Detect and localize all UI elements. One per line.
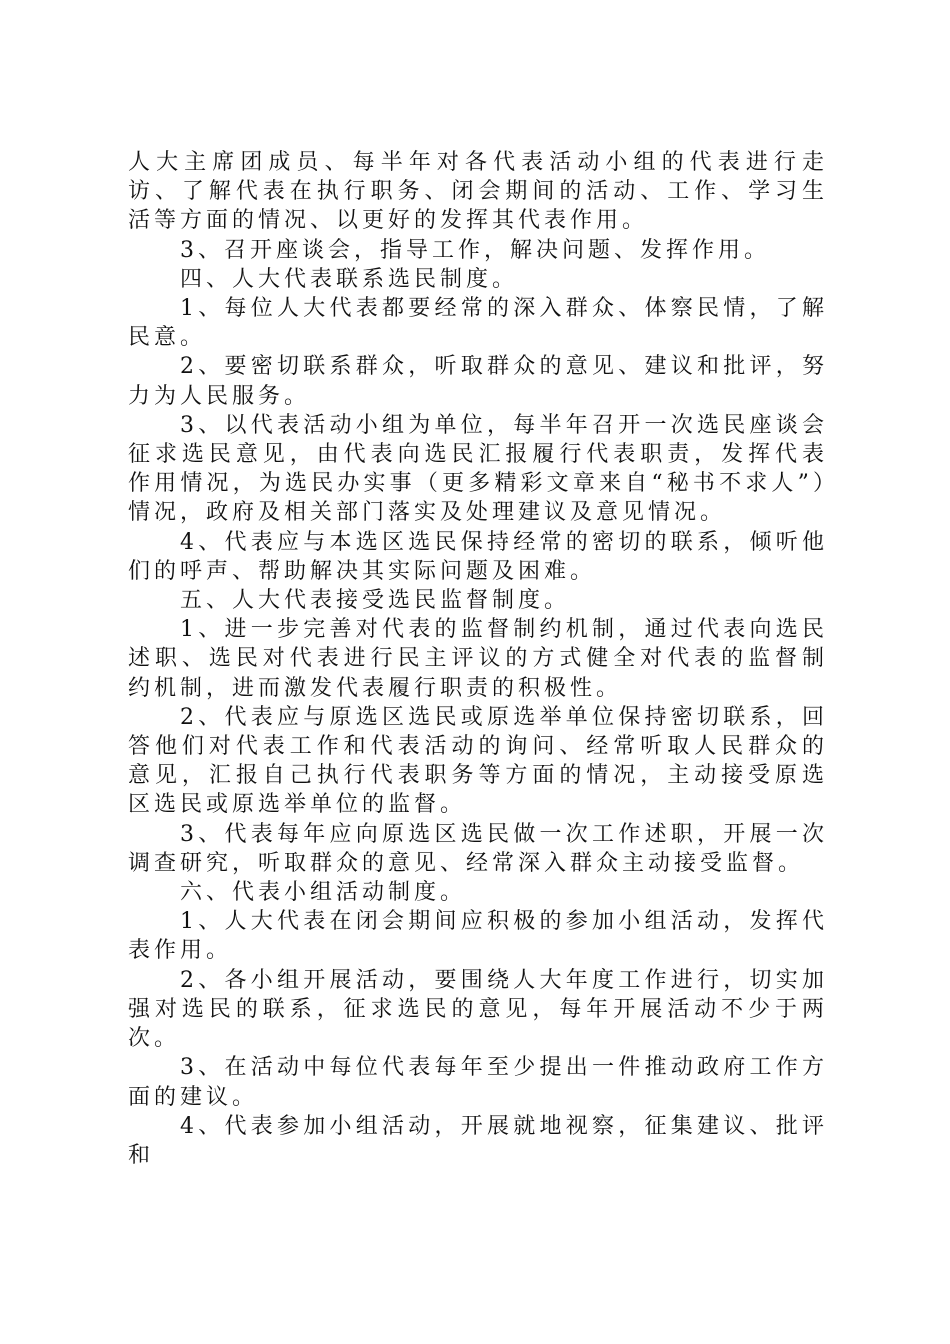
paragraph-13: 1、人大代表在闭会期间应积极的参加小组活动，发挥代表作用。	[128, 909, 828, 964]
paragraph-10: 2、代表应与原选区选民或原选举单位保持密切联系，回答他们对代表工作和代表活动的询问、经常听取人民群众的意见，汇报自己执行代表职务等方面的情况，主动接受原选区选民或原选举单位的监督。	[128, 704, 828, 818]
paragraph-5: 2、要密切联系群众，听取群众的意见、建议和批评，努力为人民服务。	[128, 354, 828, 409]
paragraph-6: 3、以代表活动小组为单位，每半年召开一次选民座谈会征求选民意见，由代表向选民汇报履行代表职责，发挥代表作用情况，为选民办实事（更多精彩文章来自“秘书不求人”）情况，政府及相关部门落实及处理建议及意见情况。	[128, 412, 828, 526]
paragraph-15: 3、在活动中每位代表每年至少提出一件推动政府工作方面的建议。	[128, 1055, 828, 1110]
paragraph-2: 3、召开座谈会，指导工作，解决问题、发挥作用。	[180, 237, 770, 263]
section-heading-4: 四、人大代表联系选民制度。	[180, 266, 519, 292]
paragraph-11: 3、代表每年应向原选区选民做一次工作述职，开展一次调查研究，听取群众的意见、经常深入群众主动接受监督。	[128, 821, 828, 876]
paragraph-16: 4、代表参加小组活动，开展就地视察，征集建议、批评和	[128, 1113, 828, 1168]
paragraph-1: 人大主席团成员、每半年对各代表活动小组的代表进行走访、了解代表在执行职务、闭会期间的活动、工作、学习生活等方面的情况、以更好的发挥其代表作用。	[128, 150, 828, 234]
section-heading-6: 六、代表小组活动制度。	[180, 880, 467, 906]
paragraph-14: 2、各小组开展活动，要围绕人大年度工作进行，切实加强对选民的联系，征求选民的意见，每年开展活动不少于两次。	[128, 967, 828, 1052]
paragraph-7: 4、代表应与本选区选民保持经常的密切的联系，倾听他们的呼声、帮助解决其实际问题及困难。	[128, 529, 828, 584]
document-body	[128, 148, 828, 1170]
section-heading-5: 五、人大代表接受选民监督制度。	[180, 588, 571, 614]
paragraph-4: 1、每位人大代表都要经常的深入群众、体察民情，了解民意。	[128, 296, 828, 351]
paragraph-9: 1、进一步完善对代表的监督制约机制，通过代表向选民述职、选民对代表进行民主评议的方式健全对代表的监督制约机制，进而激发代表履行职责的积极性。	[128, 617, 828, 701]
